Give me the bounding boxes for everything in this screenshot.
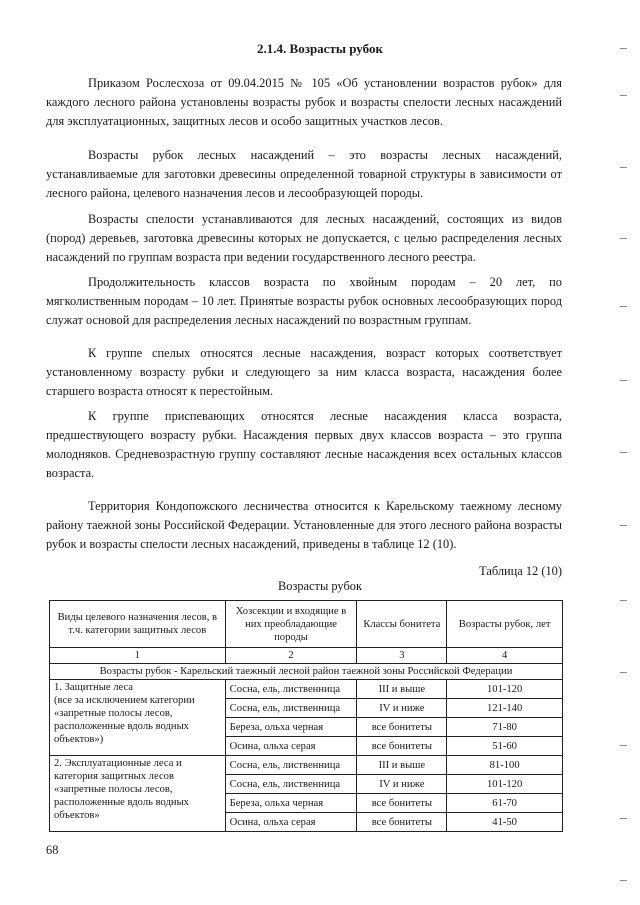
scan-edge-mark	[620, 380, 627, 381]
paragraph: Возрасты спелости устанавливаются для лесных насаждений, состоящих из видов (пород) деревьев, заготовка древесины которых не допускается, с целью распределения лесных насаждений по группам возраста при ведении государственного лесного реестра.	[46, 212, 562, 264]
table-title: Возрасты рубок	[278, 579, 362, 593]
category-cell: 1. Защитные леса (все за исключением категории «запретные полосы лесов, расположенные вдоль водных объектов»)	[50, 680, 226, 756]
bonitet-cell: все бонитеты	[357, 718, 447, 737]
header-cell: Возрасты рубок, лет	[447, 601, 563, 648]
column-number: 1	[50, 648, 226, 664]
species-cell: Сосна, ель, лиственница	[225, 699, 357, 718]
species-cell: Береза, ольха черная	[225, 718, 357, 737]
species-cell: Осина, ольха серая	[225, 737, 357, 756]
header-cell: Классы бонитета	[357, 601, 447, 648]
bonitet-cell: III и выше	[357, 756, 447, 775]
age-cell: 121-140	[447, 699, 563, 718]
scan-edge-mark	[620, 167, 627, 168]
header-cell: Виды целевого назначения лесов, в т.ч. категории защитных лесов	[50, 601, 226, 648]
bonitet-cell: III и выше	[357, 680, 447, 699]
bonitet-cell: все бонитеты	[357, 737, 447, 756]
age-cell: 101-120	[447, 775, 563, 794]
scan-edge-mark	[620, 600, 627, 601]
table-number: Таблица 12 (10)	[479, 564, 562, 578]
paragraph: К группе приспевающих относятся лесные насаждения класса возраста, предшествующего возрасту рубки. Насаждения первых двух классов возраста – это группа молодняков. Средневозрастную группу составляют лесные насаждения всех остальных классов возраста.	[46, 409, 562, 480]
species-cell: Осина, ольха серая	[225, 813, 357, 832]
table-header-row	[50, 601, 563, 648]
paragraph: Возрасты рубок лесных насаждений – это возрасты лесных насаждений, устанавливаемые для заготовки древесины определенной товарной структуры в зависимости от лесного района, целевого назначения лесов и лесообразующей породы.	[46, 148, 562, 200]
paragraph: Приказом Рослесхоза от 09.04.2015 № 105 «Об установлении возрастов рубок» для каждого лесного района установлены возрасты рубок и возрасты спелости лесных насаждений для эксплуатационных, защитных лесов и особо защитных участков лесов.	[46, 76, 562, 128]
bonitet-cell: все бонитеты	[357, 794, 447, 813]
header-cell: Хозсекции и входящие в них преобладающие породы	[225, 601, 357, 648]
bonitet-cell: IV и ниже	[357, 699, 447, 718]
scan-edge-mark	[620, 48, 627, 49]
bonitet-cell: IV и ниже	[357, 775, 447, 794]
age-cell: 71-80	[447, 718, 563, 737]
scan-edge-mark	[620, 745, 627, 746]
region-cell: Возрасты рубок - Карельский таежный лесной район таежной зоны Российской Федерации	[50, 664, 563, 680]
species-cell: Сосна, ель, лиственница	[225, 680, 357, 699]
scan-edge-mark	[620, 525, 627, 526]
scan-edge-mark	[620, 238, 627, 239]
paragraph: Продолжительность классов возраста по хвойным породам – 20 лет, по мягколиственным породам – 10 лет. Принятые возрасты рубок основных лесообразующих пород служат основой для распределения лесных насаждений по возрастным группам.	[46, 275, 562, 327]
bonitet-cell: все бонитеты	[357, 813, 447, 832]
age-cell: 81-100	[447, 756, 563, 775]
species-cell: Сосна, ель, лиственница	[225, 756, 357, 775]
species-cell: Сосна, ель, лиственница	[225, 775, 357, 794]
column-number: 3	[357, 648, 447, 664]
column-number: 4	[447, 648, 563, 664]
scan-edge-mark	[620, 818, 627, 819]
age-cell: 61-70	[447, 794, 563, 813]
section-heading: 2.1.4. Возрасты рубок	[257, 41, 383, 56]
cutting-age-table	[49, 600, 563, 832]
species-cell: Береза, ольха черная	[225, 794, 357, 813]
scan-edge-mark	[620, 306, 627, 307]
column-number-row	[50, 648, 563, 664]
age-cell: 51-60	[447, 737, 563, 756]
scan-edge-mark	[620, 880, 627, 881]
scan-edge-mark	[620, 95, 627, 96]
region-row	[50, 664, 563, 680]
table-row	[50, 680, 563, 699]
page-number: 68	[46, 843, 59, 857]
category-cell: 2. Эксплуатационные леса и категория защитных лесов «запретные полосы лесов, расположенные вдоль водных объектов»	[50, 756, 226, 832]
scan-edge-mark	[620, 672, 627, 673]
paragraph: Территория Кондопожского лесничества относится к Карельскому таежному лесному району таежной зоны Российской Федерации. Установленные для этого лесного района возрасты рубок и возрасты спелости лесных насаждений, приведены в таблице 12 (10).	[46, 499, 562, 551]
age-cell: 41-50	[447, 813, 563, 832]
column-number: 2	[225, 648, 357, 664]
paragraph: К группе спелых относятся лесные насаждения, возраст которых соответствует установленному возрасту рубки и следующего за ним класса возраста, насаждения более старшего возраста относят к перестойным.	[46, 346, 562, 398]
age-cell: 101-120	[447, 680, 563, 699]
scan-edge-mark	[620, 452, 627, 453]
table-row	[50, 756, 563, 775]
